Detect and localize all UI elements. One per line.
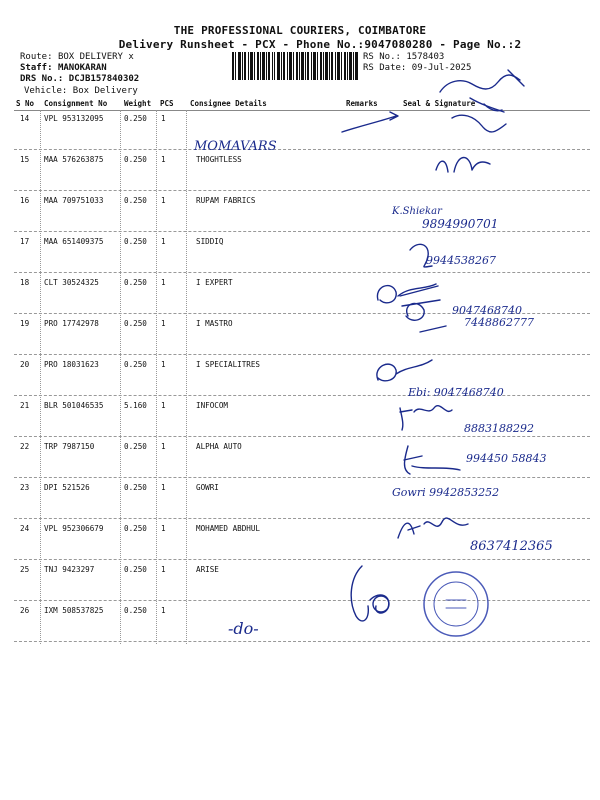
row-weight: 0.250	[124, 319, 147, 328]
row-consignment-no: DPI 521526	[44, 483, 90, 492]
row17-phone: 9944538267	[426, 254, 496, 267]
rs-no-value: 1578403	[406, 52, 445, 62]
col-consignment: Consignment No	[44, 99, 108, 108]
rs-date-line	[363, 63, 471, 73]
row-sno: 18	[20, 278, 30, 287]
header-rule	[14, 110, 590, 111]
row-pcs: 1	[161, 237, 166, 246]
row-pcs: 1	[161, 114, 166, 123]
row-sno: 15	[20, 155, 30, 164]
col-seal-signature: Seal & Signature	[403, 99, 476, 108]
row19-phone-2: 7448862777	[464, 316, 534, 329]
row-consignment-no: MAA 576263875	[44, 155, 104, 164]
row-pcs: 1	[161, 524, 166, 533]
row-separator	[14, 518, 590, 519]
row-sno: 14	[20, 114, 30, 123]
row-separator	[14, 354, 590, 355]
staff-value: MANOKARAN	[57, 63, 107, 73]
row-separator	[14, 149, 590, 150]
row-separator	[14, 190, 590, 191]
row16-phone: 9894990701	[422, 217, 499, 231]
row-consignment-no: TRP 7987150	[44, 442, 95, 451]
row-consignment-no: VPL 952306679	[44, 524, 104, 533]
row-separator	[14, 559, 590, 560]
row-separator	[14, 395, 590, 396]
row-sno: 22	[20, 442, 30, 451]
row-sno: 25	[20, 565, 30, 574]
row15-handwritten-name: MOMAVARS	[194, 139, 277, 154]
row-sno: 24	[20, 524, 30, 533]
route-line	[20, 52, 134, 62]
rs-no-label: RS No.:	[363, 52, 401, 62]
row24-phone: 8637412365	[470, 539, 553, 554]
rs-no-line	[363, 52, 444, 62]
row-pcs: 1	[161, 483, 166, 492]
row-weight: 0.250	[124, 442, 147, 451]
row-sno: 23	[20, 483, 30, 492]
row-consignee: GOWRI	[196, 483, 219, 492]
row-weight: 0.250	[124, 278, 147, 287]
row-consignment-no: VPL 953132095	[44, 114, 104, 123]
row-separator	[14, 436, 590, 437]
row-sno: 21	[20, 401, 30, 410]
rs-date-label: RS Date:	[363, 63, 407, 73]
row-separator	[14, 477, 590, 478]
row-pcs: 1	[161, 278, 166, 287]
row16-signature-text: K.Shiekar	[392, 206, 442, 217]
row-consignee: I EXPERT	[196, 278, 233, 287]
row-consignee: ALPHA AUTO	[196, 442, 242, 451]
row-consignment-no: TNJ 9423297	[44, 565, 95, 574]
barcode	[232, 52, 358, 80]
row-pcs: 1	[161, 319, 166, 328]
route-value: BOX DELIVERY x	[57, 52, 134, 62]
drs-value: DCJB157840302	[68, 74, 140, 84]
row-separator	[14, 313, 590, 314]
staff-label: Staff:	[20, 63, 53, 73]
col-weight: Weight	[124, 99, 152, 108]
col-pcs: PCS	[160, 99, 174, 108]
row-consignment-no: PRO 18031623	[44, 360, 99, 369]
row23-text: Gowri 9942853252	[392, 486, 500, 499]
col-consignee: Consignee Details	[190, 99, 267, 108]
vehicle-label: Vehicle:	[24, 86, 68, 96]
col-sno: S No	[16, 99, 35, 108]
row-sno: 19	[20, 319, 30, 328]
row-consignee: RUPAM FABRICS	[196, 196, 256, 205]
row-pcs: 1	[161, 401, 166, 410]
row-consignee: SIDDIQ	[196, 237, 224, 246]
row-separator	[14, 600, 590, 601]
row-pcs: 1	[161, 565, 166, 574]
row20-text: Ebi: 9047468740	[408, 386, 504, 399]
row-weight: 0.250	[124, 606, 147, 615]
row26-remark: -do-	[228, 619, 259, 638]
staff-line	[20, 63, 107, 73]
row-consignment-no: BLR 501046535	[44, 401, 104, 410]
row-sno: 17	[20, 237, 30, 246]
row-consignment-no: MAA 651409375	[44, 237, 104, 246]
row-weight: 5.160	[124, 401, 147, 410]
row-consignment-no: MAA 709751033	[44, 196, 104, 205]
row-consignee: THOGHTLESS	[196, 155, 242, 164]
row22-phone: 994450 58843	[466, 452, 547, 465]
row-weight: 0.250	[124, 237, 147, 246]
row19-phone-1: 9047468740	[452, 304, 522, 317]
rs-date-value: 09-Jul-2025	[411, 63, 472, 73]
row-consignee: I SPECIALITRES	[196, 360, 261, 369]
row-weight: 0.250	[124, 196, 147, 205]
vehicle-value: Box Delivery	[72, 86, 138, 96]
vehicle-line	[24, 86, 138, 96]
row-pcs: 1	[161, 606, 166, 615]
route-label: Route:	[20, 52, 53, 62]
row-sno: 16	[20, 196, 30, 205]
row-consignee: ARISE	[196, 565, 219, 574]
row-weight: 0.250	[124, 565, 147, 574]
row-pcs: 1	[161, 155, 166, 164]
row-sno: 20	[20, 360, 30, 369]
row-consignee: INFOCOM	[196, 401, 229, 410]
row21-phone: 8883188292	[464, 422, 534, 435]
row-pcs: 1	[161, 442, 166, 451]
row-weight: 0.250	[124, 483, 147, 492]
row-weight: 0.250	[124, 114, 147, 123]
row-weight: 0.250	[124, 155, 147, 164]
row-pcs: 1	[161, 196, 166, 205]
drs-line	[20, 74, 139, 84]
row-weight: 0.250	[124, 524, 147, 533]
row-consignee: I MASTRO	[196, 319, 233, 328]
row-consignment-no: PRO 17742978	[44, 319, 99, 328]
row-consignment-no: CLT 30524325	[44, 278, 99, 287]
row-separator	[14, 272, 590, 273]
row-consignment-no: IXM 508537825	[44, 606, 104, 615]
row-sno: 26	[20, 606, 30, 615]
row-weight: 0.250	[124, 360, 147, 369]
col-remarks: Remarks	[346, 99, 378, 108]
row-pcs: 1	[161, 360, 166, 369]
row-separator	[14, 231, 590, 232]
row-separator	[14, 641, 590, 642]
runsheet-title: Delivery Runsheet - PCX - Phone No.:9047080280 - Page No.:2	[118, 38, 522, 51]
company-title: THE PROFESSIONAL COURIERS, COIMBATORE	[173, 24, 427, 37]
drs-label: DRS No.:	[20, 74, 64, 84]
row-consignee: MOHAMED ABDHUL	[196, 524, 261, 533]
